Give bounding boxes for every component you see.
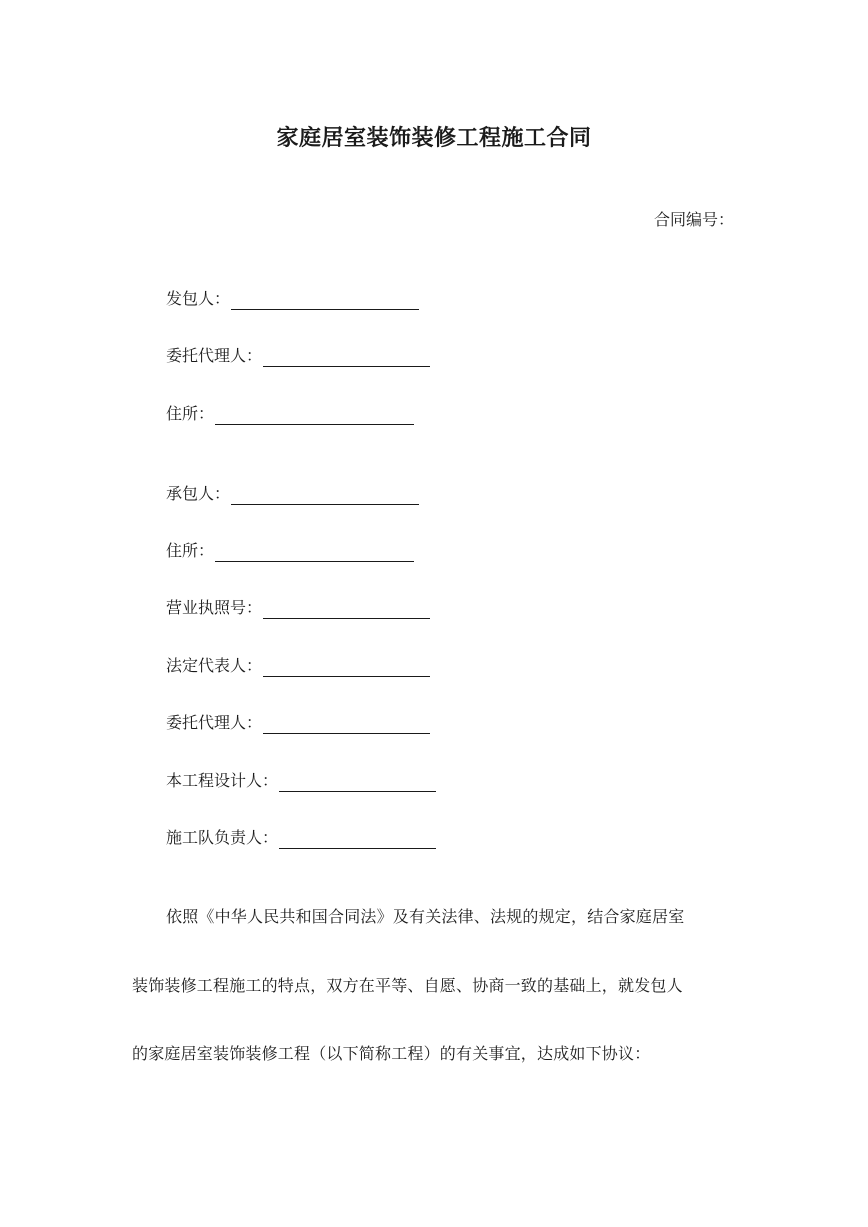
business-license-blank[interactable] [263,600,430,619]
employer-name-blank[interactable] [231,291,419,310]
team-leader-blank[interactable] [279,830,436,849]
preamble-line-1: 依照《中华人民共和国合同法》及有关法律、法规的规定，结合家庭居室 [166,907,685,926]
employer-address-blank[interactable] [215,406,414,425]
employer-address-label: 住所： [166,404,215,423]
document-title: 家庭居室装饰装修工程施工合同 [276,125,592,151]
business-license-field [166,597,430,619]
contractor-address-blank[interactable] [215,543,414,562]
project-designer-field [166,770,436,792]
contractor-agent-field [166,712,430,734]
preamble-line-3: 的家庭居室装饰装修工程（以下简称工程）的有关事宜，达成如下协议： [132,1044,651,1063]
employer-agent-blank[interactable] [263,348,430,367]
legal-representative-label: 法定代表人： [166,656,263,675]
contract-number-label: 合同编号： [653,210,734,229]
team-leader-field [166,827,436,849]
employer-name-label: 发包人： [166,289,231,308]
employer-name-field [166,288,419,310]
contractor-agent-blank[interactable] [263,715,430,734]
team-leader-label: 施工队负责人： [166,828,279,847]
legal-representative-field [166,655,430,677]
project-designer-label: 本工程设计人： [166,771,279,790]
contractor-name-field [166,483,419,505]
employer-agent-label: 委托代理人： [166,346,263,365]
contractor-name-label: 承包人： [166,484,231,503]
project-designer-blank[interactable] [279,773,436,792]
legal-representative-blank[interactable] [263,658,430,677]
contractor-address-label: 住所： [166,541,215,560]
contractor-agent-label: 委托代理人： [166,713,263,732]
business-license-label: 营业执照号： [166,598,263,617]
preamble-line-2: 装饰装修工程施工的特点，双方在平等、自愿、协商一致的基础上，就发包人 [132,976,683,995]
contractor-address-field [166,540,414,562]
employer-address-field [166,403,414,425]
employer-agent-field [166,345,430,367]
contractor-name-blank[interactable] [231,486,419,505]
